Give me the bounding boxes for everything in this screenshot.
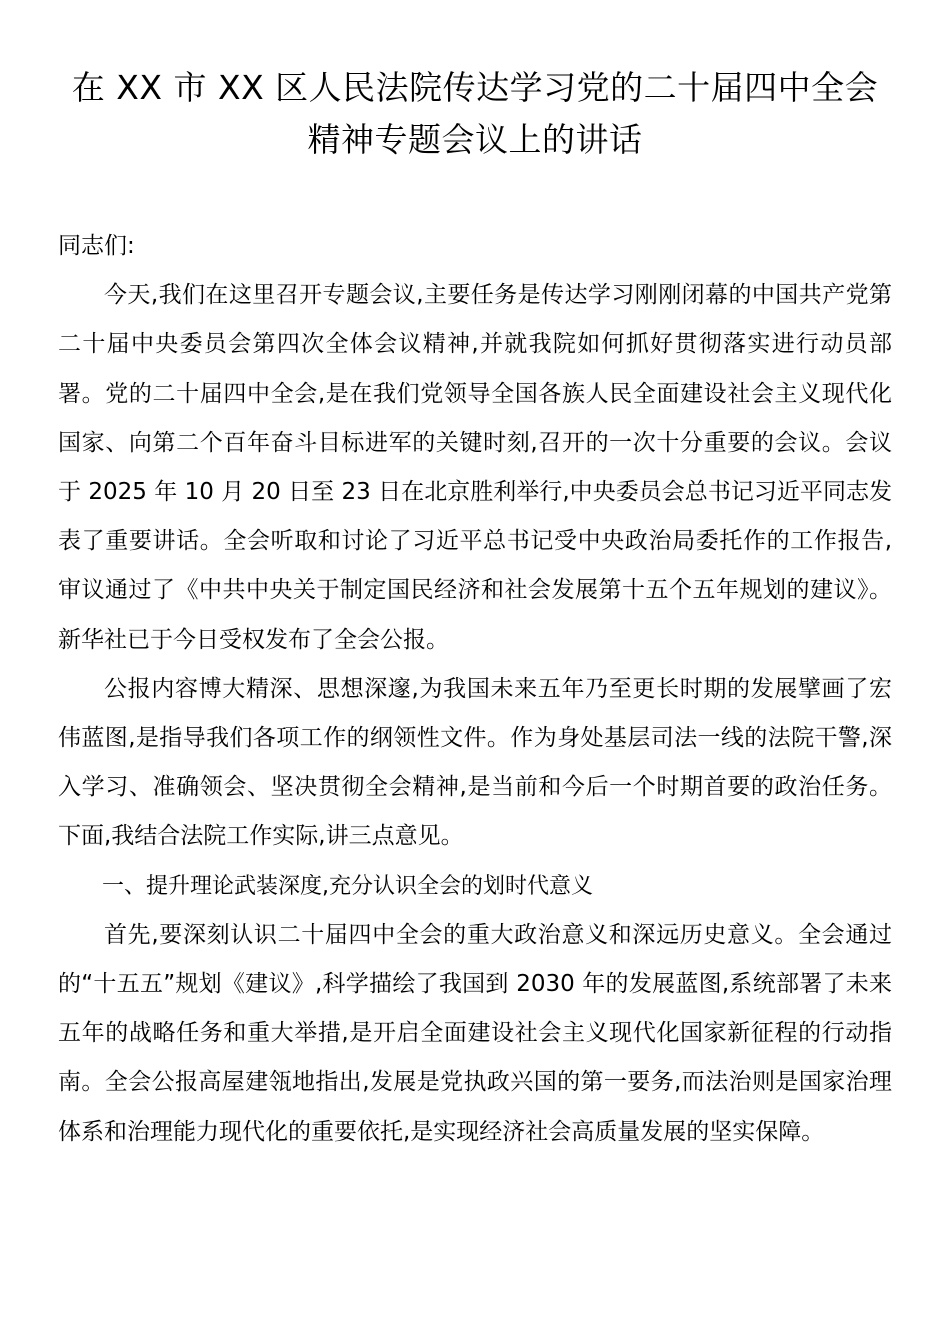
document-page: [58, 62, 892, 1157]
title-line-1: 在 XX 市 XX 区人民法院传达学习党的二十届四中全会: [71, 68, 879, 107]
document-body: [58, 222, 892, 1157]
document-title: [58, 62, 892, 166]
paragraph-opening: 今天,我们在这里召开专题会议,主要任务是传达学习刚刚闭幕的中国共产党第二十届中央委员会第四次全体会议精神,并就我院如何抓好贯彻落实进行动员部署。党的二十届四中全会,是在我们党领导全国各族人民全面建设社会主义现代化国家、向第二个百年奋斗目标进军的关键时刻,召开的一次十分重要的会议。会议于 2025 年 10 月 20 日至 23 日在北京胜利举行,中央委员会总书记习近平同志发表了重要讲话。全会听取和讨论了习近平总书记受中央政治局委托作的工作报告,审议通过了《中共中央关于制定国民经济和社会发展第十五个五年规划的建议》。新华社已于今日受权发布了全会公报。: [58, 282, 892, 653]
title-line-2: 精神专题会议上的讲话: [307, 120, 643, 159]
salutation: 同志们:: [58, 233, 135, 259]
paragraph-communique: 公报内容博大精深、思想深邃,为我国未来五年乃至更长时期的发展擘画了宏伟蓝图,是指导我们各项工作的纲领性文件。作为身处基层司法一线的法院干警,深入学习、准确领会、坚决贯彻全会精神,是当前和今后一个时期首要的政治任务。下面,我结合法院工作实际,讲三点意见。: [58, 675, 892, 850]
section-heading-1: 一、提升理论武装深度,充分认识全会的划时代意义: [102, 873, 593, 899]
paragraph-section-1: 首先,要深刻认识二十届四中全会的重大政治意义和深远历史意义。全会通过的“十五五”规划《建议》,科学描绘了我国到 2030 年的发展蓝图,系统部署了未来五年的战略任务和重大举措,是开启全面建设社会主义现代化国家新征程的行动指南。全会公报高屋建瓴地指出,发展是党执政兴国的第一要务,而法治则是国家治理体系和治理能力现代化的重要依托,是实现经济社会高质量发展的坚实保障。: [58, 921, 892, 1145]
